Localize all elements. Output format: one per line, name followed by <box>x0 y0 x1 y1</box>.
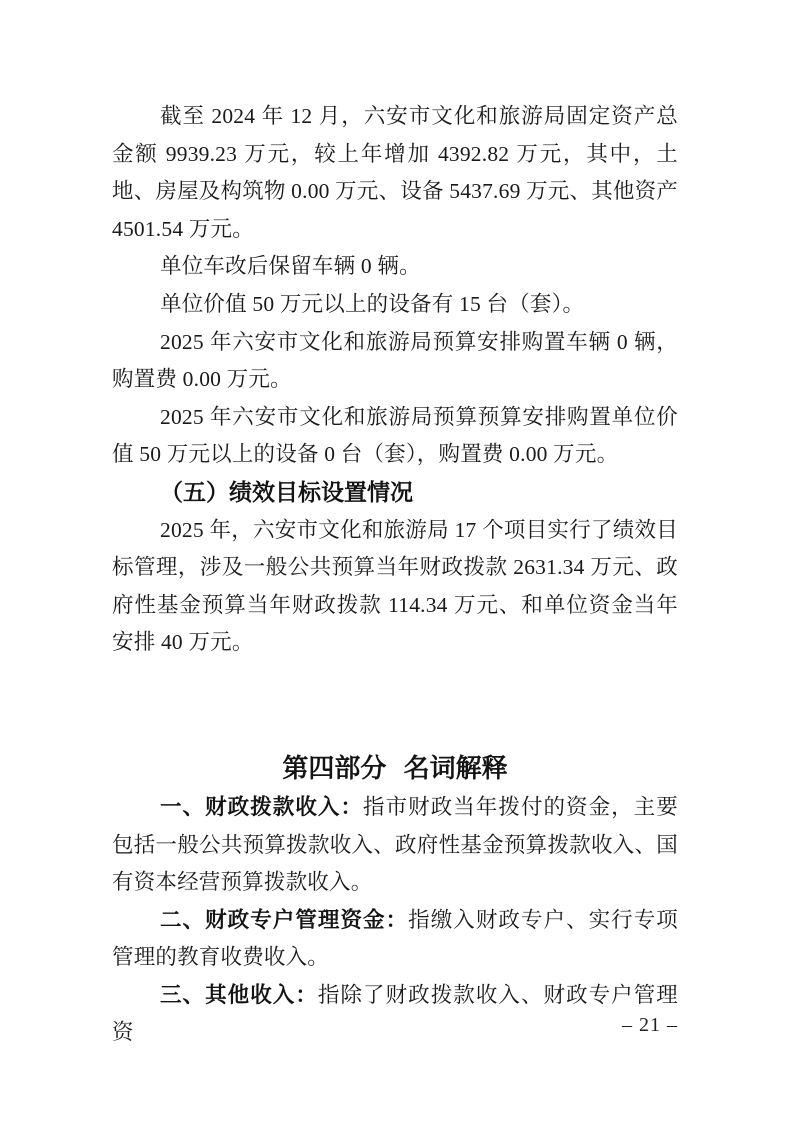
paragraph-vehicle-purchase-2025: 2025 年六安市文化和旅游局预算安排购置车辆 0 辆，购置费 0.00 万元。 <box>112 329 678 392</box>
assets-overview-section <box>112 98 678 474</box>
paragraph-performance-targets: 2025 年，六安市文化和旅游局 17 个项目实行了绩效目标管理，涉及一般公共预算当年财政拨款 2631.34 万元、政府性基金预算当年财政拨款 114.34 万元、和单位资金当年安排 40 万元。 <box>112 517 678 655</box>
glossary-term-fiscal-special-account-funds <box>112 902 678 977</box>
term-label: 三、其他收入： <box>160 982 318 1007</box>
glossary-term-fiscal-appropriation-income <box>112 789 678 902</box>
term-definition: 指除了财政拨款收入、财政专户管理资 <box>112 982 679 1045</box>
page-content <box>112 98 678 1052</box>
performance-targets-section <box>112 474 678 662</box>
paragraph-equipment-purchase-2025: 2025 年六安市文化和旅游局预算预算安排购置单位价值 50 万元以上的设备 0 台（套），购置费 0.00 万元。 <box>112 404 678 467</box>
term-label: 一、财政拨款收入： <box>160 794 364 819</box>
performance-targets-heading: （五）绩效目标设置情况 <box>160 478 413 505</box>
glossary-section-title: 第四部分 名词解释 <box>282 752 508 783</box>
term-label: 二、财政专户管理资金： <box>160 907 409 932</box>
term-definition: 指市财政当年拨付的资金，主要包括一般公共预算拨款收入、政府性基金预算拨款收入、国有资本经营预算拨款收入。 <box>112 794 678 895</box>
paragraph-equipment-over-50w: 单位价值 50 万元以上的设备有 15 台（套）。 <box>160 291 585 316</box>
glossary-term-other-income <box>112 977 678 1052</box>
paragraph-vehicles-retained: 单位车改后保留车辆 0 辆。 <box>160 254 421 279</box>
page-number: – 21 – <box>622 1014 678 1036</box>
glossary-section <box>112 747 678 1052</box>
term-definition: 指缴入财政专户、实行专项管理的教育收费收入。 <box>112 907 679 970</box>
paragraph-fixed-assets: 截至 2024 年 12 月，六安市文化和旅游局固定资产总金额 9939.23 万元，较上年增加 4392.82 万元，其中，土地、房屋及构筑物 0.00 万元、设备 5437.69 万元、其他资产 4501.54 万元。 <box>112 104 679 241</box>
